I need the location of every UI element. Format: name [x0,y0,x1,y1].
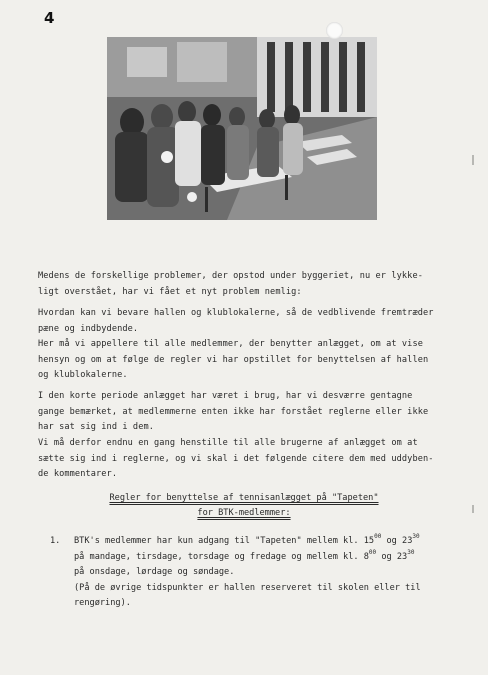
time-superscript: 00 [368,548,377,556]
page-number: 4 [44,9,55,27]
text-line: pæne og indbydende. [38,323,139,334]
text-line: I den korte periode anlægget har været i brug, har vi desværre gentagne [38,391,413,401]
rule-text: på mandage, tirsdage, torsdage og fredage og mellem kl. 8 [74,551,369,562]
text-line: de kommentarer. [38,469,118,479]
time-superscript: 00 [374,533,382,540]
rules-subheading [0,506,488,521]
text-line: hensyn og om at følge de regler vi har opstillet for benyttelsen af hallen [38,354,429,365]
rule-line [74,550,421,566]
rule-line: (På de øvrige tidspunkter er hallen reserveret til skolen eller til [74,582,421,593]
time-superscript: 30 [407,548,415,556]
text-line: og klublokalerne. [38,370,128,380]
text-line: Vi må derfor endnu en gang henstille til alle brugerne af anlægget om at [38,438,418,448]
rule-line: rengøring). [74,598,131,608]
punch-hole [326,22,343,39]
text-line: Medens de forskellige problemer, der opstod under byggeriet, nu er lykke- [38,271,423,281]
rule-text: og 23 [376,551,408,562]
rules-heading-line1: Regler for benyttelse af tennisanlægget på "Tapeten" [109,493,379,503]
text-line: sætte sig ind i reglerne, og vi skal i det følgende citere dem med uddyben- [38,453,434,464]
scan-edge-mark [472,155,474,165]
text-line: Her må vi appellere til alle medlemmer, der benytter anlægget, om at vise [38,339,423,349]
time-superscript: 30 [412,533,420,540]
rule-line: på onsdage, lørdage og søndage. [74,567,235,577]
text-line: har sat sig ind i dem. [38,422,155,432]
rule-body [74,534,421,612]
paragraph-3 [38,337,448,384]
paragraph-4 [38,389,448,436]
rule-line [74,534,421,550]
rule-text: og 23 [381,536,413,546]
paragraph-5 [38,436,448,483]
rules-heading [0,491,488,506]
event-photo [107,37,377,220]
text-line: ligt overstået, har vi fået et nyt problem nemlig: [38,286,302,297]
text-line: gange bemærket, at medlemmerne enten ikke har forstået reglerne eller ikke [38,406,429,417]
paragraph-1 [38,269,448,300]
paragraph-2 [38,306,448,337]
rule-number: 1. [50,536,61,546]
rule-text: BTK's medlemmer har kun adgang til "Tapeten" mellem kl. 15 [74,536,375,546]
rules-heading-line2: for BTK-medlemmer: [197,508,291,518]
text-line: Hvordan kan vi bevare hallen og klublokalerne, så de vedblivende fremtræder [38,308,434,318]
scan-edge-mark [472,505,474,513]
